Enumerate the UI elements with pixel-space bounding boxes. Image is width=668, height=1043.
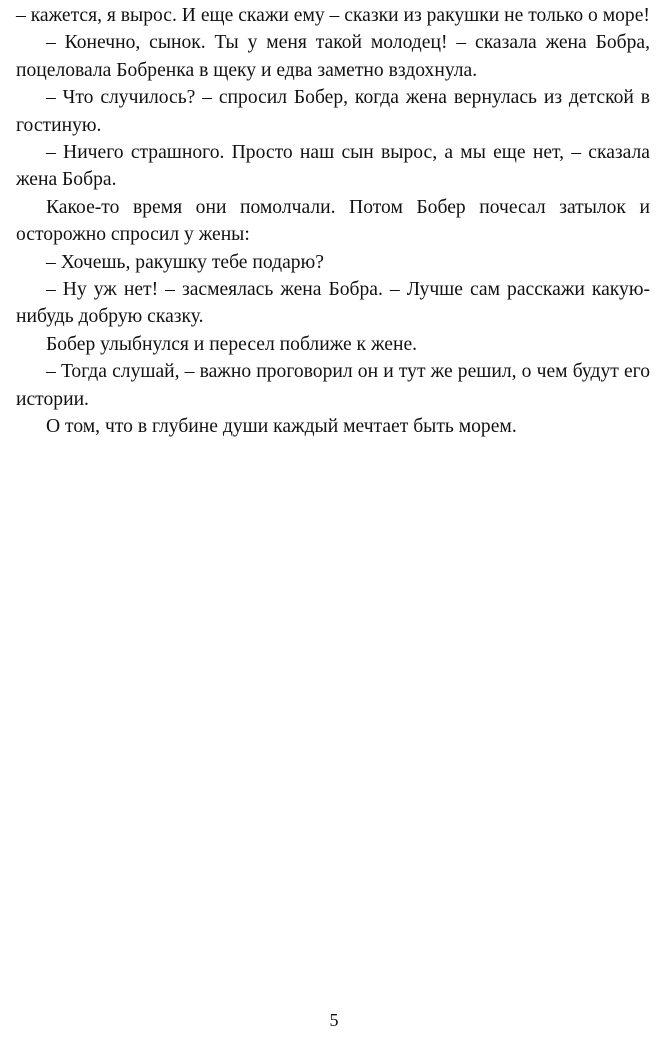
paragraph: Какое-то время они помолчали. Потом Бобер почесал затылок и осторожно спросил у жены: bbox=[16, 196, 650, 246]
paragraph: – Хочешь, ракушку тебе подарю? bbox=[46, 251, 324, 273]
paragraph: О том, что в глубине души каждый мечтает быть морем. bbox=[46, 416, 517, 438]
paragraph: Бобер улыбнулся и пересел поближе к жене. bbox=[46, 333, 418, 355]
paragraph: – Тогда слушай, – важно проговорил он и тут же решил, о чем будут его истории. bbox=[16, 361, 650, 410]
page-number: 5 bbox=[329, 1010, 339, 1030]
paragraph: – Что случилось? – спросил Бобер, когда жена вернулась из детской в гостиную. bbox=[16, 87, 650, 136]
paragraph: – Ну уж нет! – засмеялась жена Бобра. – Лучше сам расскажи какую-нибудь добрую сказку. bbox=[16, 279, 650, 328]
paragraph: – Ничего страшного. Просто наш сын вырос, а мы еще нет, – сказала жена Бобра. bbox=[16, 142, 650, 191]
paragraph: – Конечно, сынок. Ты у меня такой молодец! – сказала жена Бобра, поцеловала Бобренка в щеку и едва заметно вздохнула. bbox=[16, 32, 650, 81]
page-text bbox=[16, 2, 650, 441]
paragraph: – кажется, я вырос. И еще скажи ему – сказки из ракушки не только о море! bbox=[16, 5, 650, 26]
